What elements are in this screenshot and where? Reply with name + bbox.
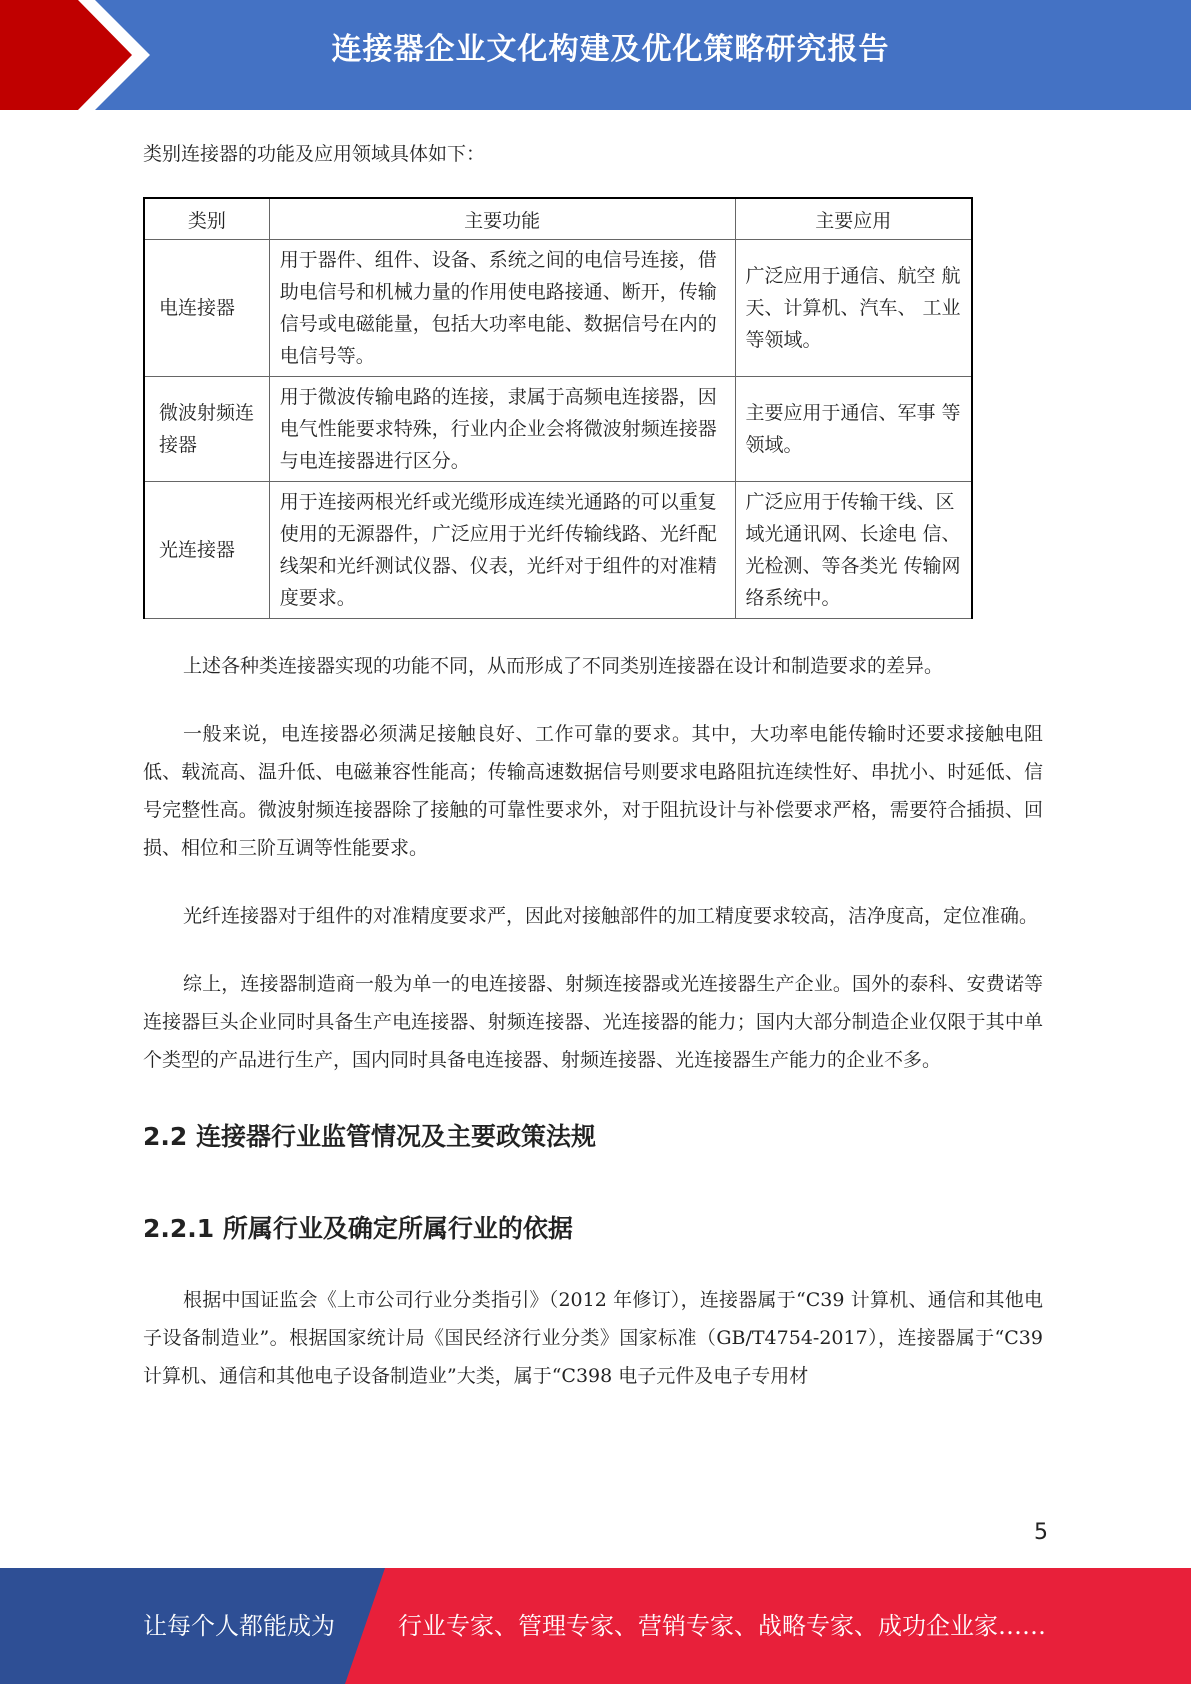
row-category: 光连接器 — [144, 482, 269, 619]
page-header — [0, 0, 1191, 110]
header-application: 主要应用 — [735, 198, 972, 240]
body-paragraph: 综上，连接器制造商一般为单一的电连接器、射频连接器或光连接器生产企业。国外的泰科、安费诺等连接器巨头企业同时具备生产电连接器、射频连接器、光连接器的能力；国内大部分制造企业仅限于其中单个类型的产品进行生产，国内同时具备电连接器、射频连接器、光连接器生产能力的企业不多。 — [143, 973, 1043, 1071]
footer-slogan-right: 行业专家、管理专家、营销专家、战略专家、成功企业家…… — [398, 1612, 1046, 1640]
row-application: 主要应用于通信、军事 等领域。 — [735, 377, 972, 482]
table-row — [144, 482, 972, 619]
footer-slogan-left: 让每个人都能成为 — [143, 1612, 335, 1640]
connector-types-table — [143, 197, 973, 619]
body-paragraph: 一般来说，电连接器必须满足接触良好、工作可靠的要求。其中，大功率电能传输时还要求接触电阻低、载流高、温升低、电磁兼容性能高；传输高速数据信号则要求电路阻抗连续性好、串扰小、时延低、信号完整性高。微波射频连接器除了接触的可靠性要求外，对于阻抗设计与补偿要求严格，需要符合插损、回损、相位和三阶互调等性能要求。 — [143, 723, 1043, 859]
table-intro: 类别连接器的功能及应用领域具体如下： — [143, 143, 486, 165]
header-function: 主要功能 — [269, 198, 735, 240]
row-application: 广泛应用于通信、航空 航天、计算机、汽车、 工业等领域。 — [735, 240, 972, 377]
body-paragraph: 根据中国证监会《上市公司行业分类指引》（2012 年修订），连接器属于“C39 计算机、通信和其他电子设备制造业”。根据国家统计局《国民经济行业分类》国家标准（GB/T4754-2017），连接器属于“C39 计算机、通信和其他电子设备制造业”大类，属于“C398 电子元件及电子专用材 — [143, 1289, 1043, 1387]
section-heading: 2.2 连接器行业监管情况及主要政策法规 — [143, 1122, 596, 1151]
row-function: 用于连接两根光纤或光缆形成连续光通路的可以重复使用的无源器件，广泛应用于光纤传输线路、光纤配线架和光纤测试仪器、仪表，光纤对于组件的对准精度要求。 — [269, 482, 735, 619]
row-category: 微波射频连接器 — [144, 377, 269, 482]
subsection-heading: 2.2.1 所属行业及确定所属行业的依据 — [143, 1214, 573, 1243]
body-paragraph: 光纤连接器对于组件的对准精度要求严，因此对接触部件的加工精度要求较高，洁净度高，定位准确。 — [183, 905, 1039, 927]
row-category: 电连接器 — [144, 240, 269, 377]
body-paragraph: 上述各种类连接器实现的功能不同，从而形成了不同类别连接器在设计和制造要求的差异。 — [183, 655, 944, 677]
document-title: 连接器企业文化构建及优化策略研究报告 — [331, 32, 890, 67]
header-category: 类别 — [144, 198, 269, 240]
page-content — [143, 135, 1043, 1395]
row-function: 用于微波传输电路的连接，隶属于高频电连接器，因电气性能要求特殊，行业内企业会将微波射频连接器与电连接器进行区分。 — [269, 377, 735, 482]
table-row — [144, 377, 972, 482]
table-header-row — [144, 198, 972, 240]
row-application: 广泛应用于传输干线、区域光通讯网、长途电 信、光检测、等各类光 传输网络系统中。 — [735, 482, 972, 619]
page-number: 5 — [1034, 1520, 1048, 1545]
page-footer — [0, 1568, 1191, 1684]
table-row — [144, 240, 972, 377]
row-function: 用于器件、组件、设备、系统之间的电信号连接，借助电信号和机械力量的作用使电路接通、断开，传输信号或电磁能量，包括大功率电能、数据信号在内的电信号等。 — [269, 240, 735, 377]
